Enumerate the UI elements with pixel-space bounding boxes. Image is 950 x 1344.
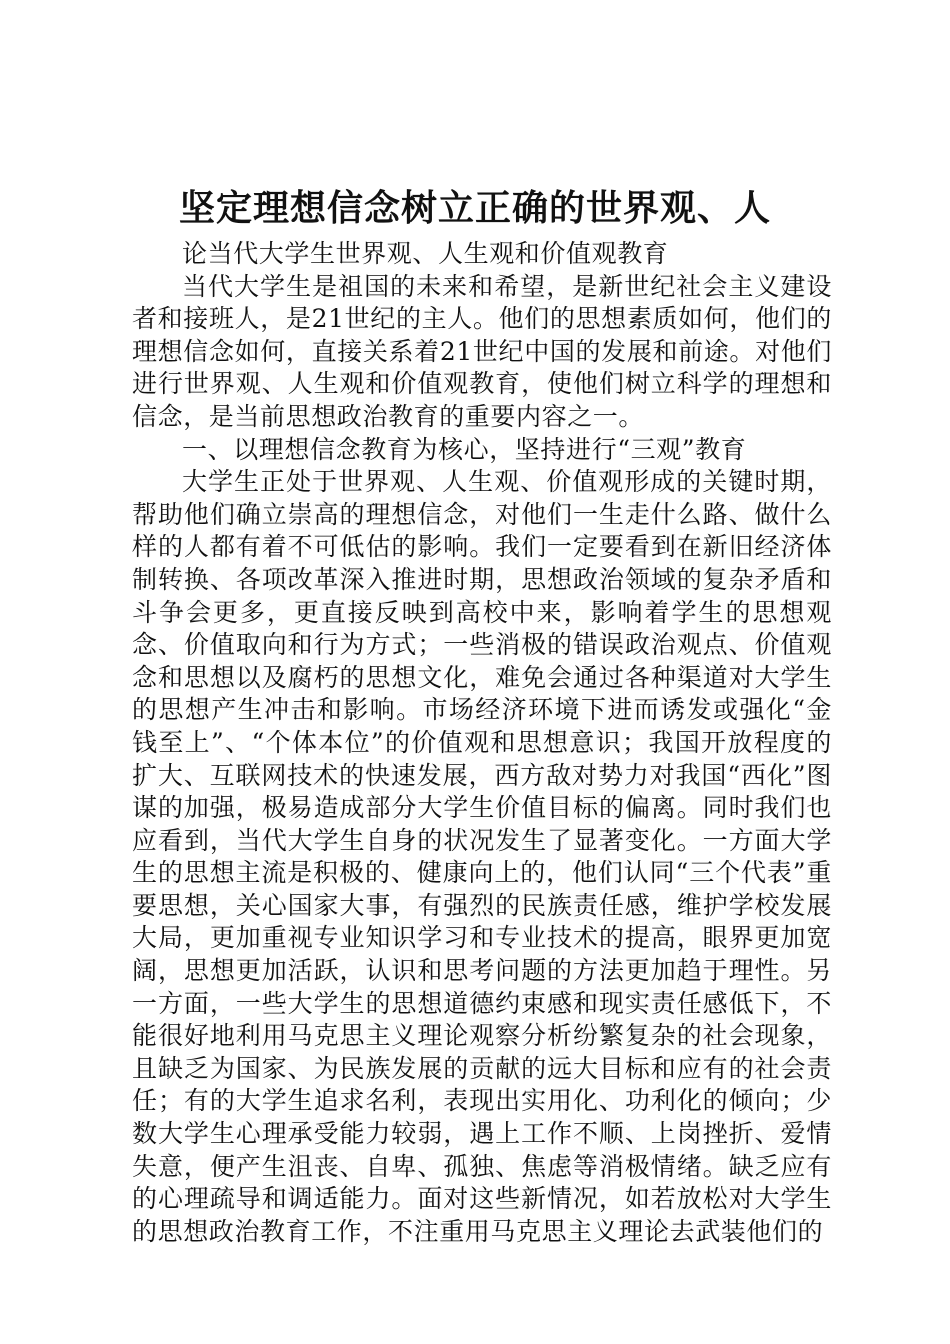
paragraph-section-body: 大学生正处于世界观、人生观、价值观形成的关键时期，帮助他们确立崇高的理想信念，对他们一生走什么路、做什么样的人都有着不可低估的影响。我们一定要看到在新旧经济体制转换、各项改革深入推进时期，思想政治领域的复杂矛盾和斗争会更多，更直接反映到高校中来，影响着学生的思想观念、价值取向和行为方式；一些消极的错误政治观点、价值观念和思想以及腐朽的思想文化，难免会通过各种渠道对大学生的思想产生冲击和影响。市场经济环境下进而诱发或强化“金钱至上”、“个体本位”的价值观和思想意识；我国开放程度的扩大、互联网技术的快速发展，西方敌对势力对我国“西化”图谋的加强，极易造成部分大学生价值目标的偏离。同时我们也应看到，当代大学生自身的状况发生了显著变化。一方面大学生的思想主流是积极的、健康向上的，他们认同“三个代表”重要思想，关心国家大事，有强烈的民族责任感，维护学校发展大局，更加重视专业知识学习和专业技术的提高，眼界更加宽阔，思想更加活跃，认识和思考问题的方法更加趋于理性。另一方面，一些大学生的思想道德约束感和现实责任感低下，不能很好地利用马克思主义理论观察分析纷繁复杂的社会现象，且缺乏为国家、为民族发展的贡献的远大目标和应有的社会责任；有的大学生追求名利，表现出实用化、功利化的倾向；少数大学生心理承受能力较弱，遇上工作不顺、上岗挫折、爱情失意，便产生沮丧、自卑、孤独、焦虑等消极情绪。缺乏应有的心理疏导和调适能力。面对这些新情况，如若放松对大学生的思想政治教育工作，不注重用马克思主义理论去武装他们的 [132, 467, 832, 1246]
document-title: 坚定理想信念树立正确的世界观、人 [178, 187, 771, 229]
paragraph-section-heading: 一、以理想信念教育为核心，坚持进行“三观”教育 [182, 434, 747, 464]
paragraph-subtitle: 论当代大学生世界观、人生观和价值观教育 [182, 239, 669, 268]
paragraph-intro: 当代大学生是祖国的未来和希望，是新世纪社会主义建设者和接班人，是21世纪的主人。他们的思想素质如何，他们的理想信念如何，直接关系着21世纪中国的发展和前途。对他们进行世界观、人生观和价值观教育，使他们树立科学的理想和信念，是当前思想政治教育的重要内容之一。 [132, 271, 832, 431]
document-body [132, 238, 832, 1248]
